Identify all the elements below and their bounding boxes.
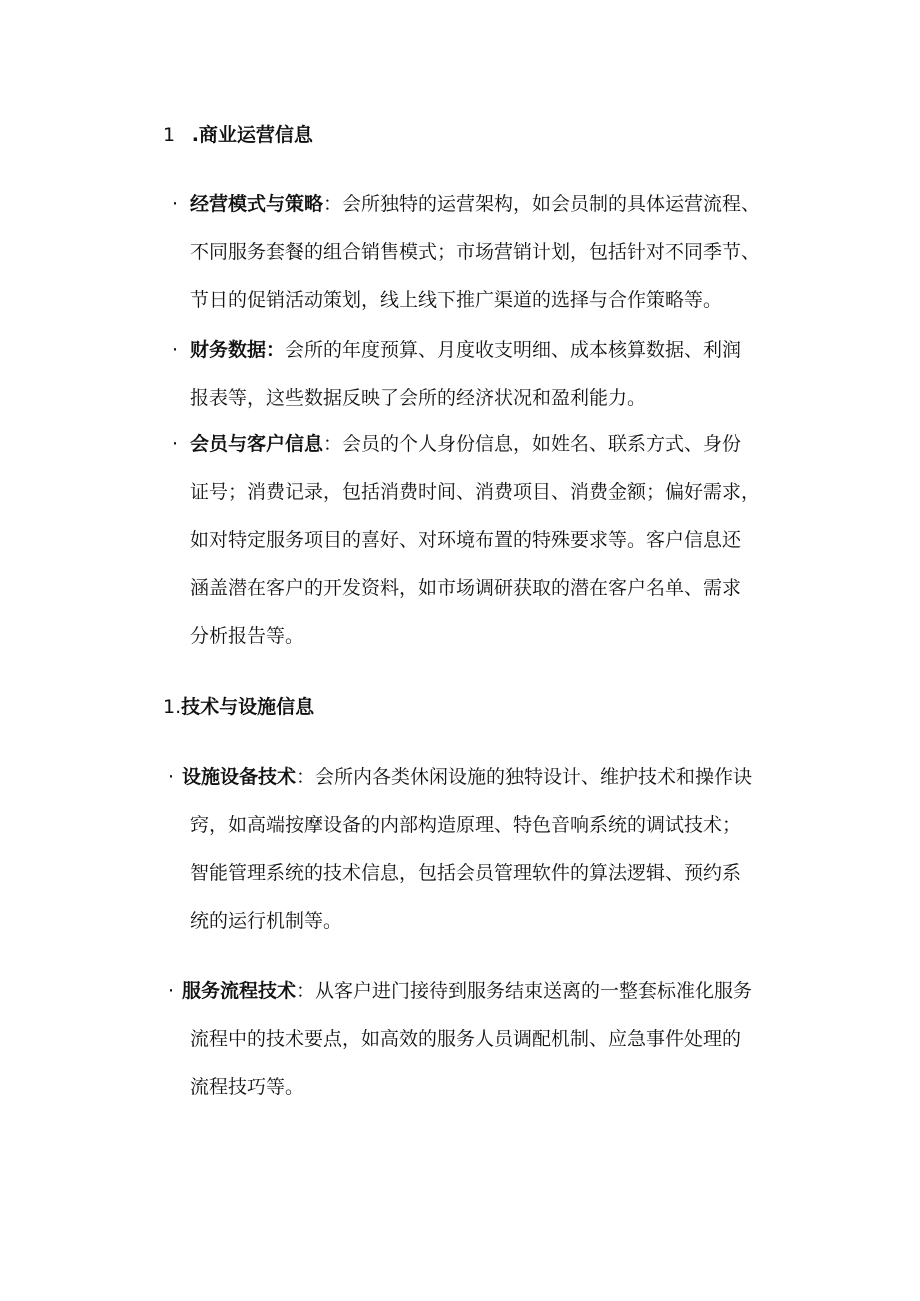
item-separator: ： — [296, 766, 316, 788]
bullet-dot: · — [172, 433, 179, 455]
item-text — [182, 753, 822, 945]
section-title: .商业运营信息 — [191, 124, 313, 146]
item-line: 证号；消费记录，包括消费时间、消费项目、消费金额；偏好需求， — [190, 481, 761, 503]
item-line: 从客户进门接待到服务结束送离的一整套标准化服务 — [315, 980, 753, 1002]
item-line: 分析报告等。 — [190, 625, 305, 647]
section-number: 1 — [163, 124, 176, 146]
item-label: 会员与客户信息 — [190, 433, 324, 455]
item-line: 流程中的技术要点，如高效的服务人员调配机制、应急事件处理的 — [190, 1028, 742, 1050]
item-line: 流程技巧等。 — [190, 1076, 305, 1098]
item-label: 经营模式与策略 — [190, 193, 324, 215]
item-label: 服务流程技术 — [182, 980, 297, 1002]
item-text — [190, 180, 830, 324]
item-label: 财务数据： — [190, 339, 286, 361]
item-separator: ： — [296, 980, 316, 1002]
item-text — [190, 326, 830, 422]
section-title: 技术与设施信息 — [181, 696, 315, 718]
item-line: 统的运行机制等。 — [190, 910, 343, 932]
bullet-dot: · — [168, 980, 175, 1002]
item-separator: ： — [323, 433, 343, 455]
item-label: 设施设备技术 — [182, 766, 297, 788]
item-line: 报表等，这些数据反映了会所的经济状况和盈利能力。 — [190, 387, 647, 409]
section-number: 1. — [163, 696, 182, 718]
item-line: 节日的促销活动策划，线上线下推广渠道的选择与合作策略等。 — [190, 289, 723, 311]
item-text — [182, 967, 822, 1111]
bullet-dot: · — [172, 339, 179, 361]
item-line: 会所独特的运营架构，如会员制的具体运营流程、 — [342, 193, 761, 215]
section-heading-business — [163, 121, 313, 149]
bullet-dot: · — [172, 193, 179, 215]
item-line: 会所内各类休闲设施的独特设计、维护技术和操作诀 — [315, 766, 753, 788]
item-line: 涵盖潜在客户的开发资料，如市场调研获取的潜在客户名单、需求 — [190, 577, 742, 599]
item-line: 不同服务套餐的组合销售模式；市场营销计划，包括针对不同季节、 — [190, 241, 761, 263]
item-separator: ： — [323, 193, 343, 215]
section-heading-technology — [163, 693, 314, 721]
item-line: 窍，如高端按摩设备的内部构造原理、特色音响系统的调试技术； — [190, 814, 742, 836]
bullet-dot: · — [168, 766, 175, 788]
item-line: 智能管理系统的技术信息，包括会员管理软件的算法逻辑、预约系 — [190, 862, 742, 884]
item-text — [190, 420, 830, 660]
item-line: 如对特定服务项目的喜好、对环境布置的特殊要求等。客户信息还 — [190, 529, 742, 551]
item-line: 会员的个人身份信息，如姓名、联系方式、身份 — [342, 433, 742, 455]
item-line: 会所的年度预算、月度收支明细、成本核算数据、利润 — [285, 339, 742, 361]
